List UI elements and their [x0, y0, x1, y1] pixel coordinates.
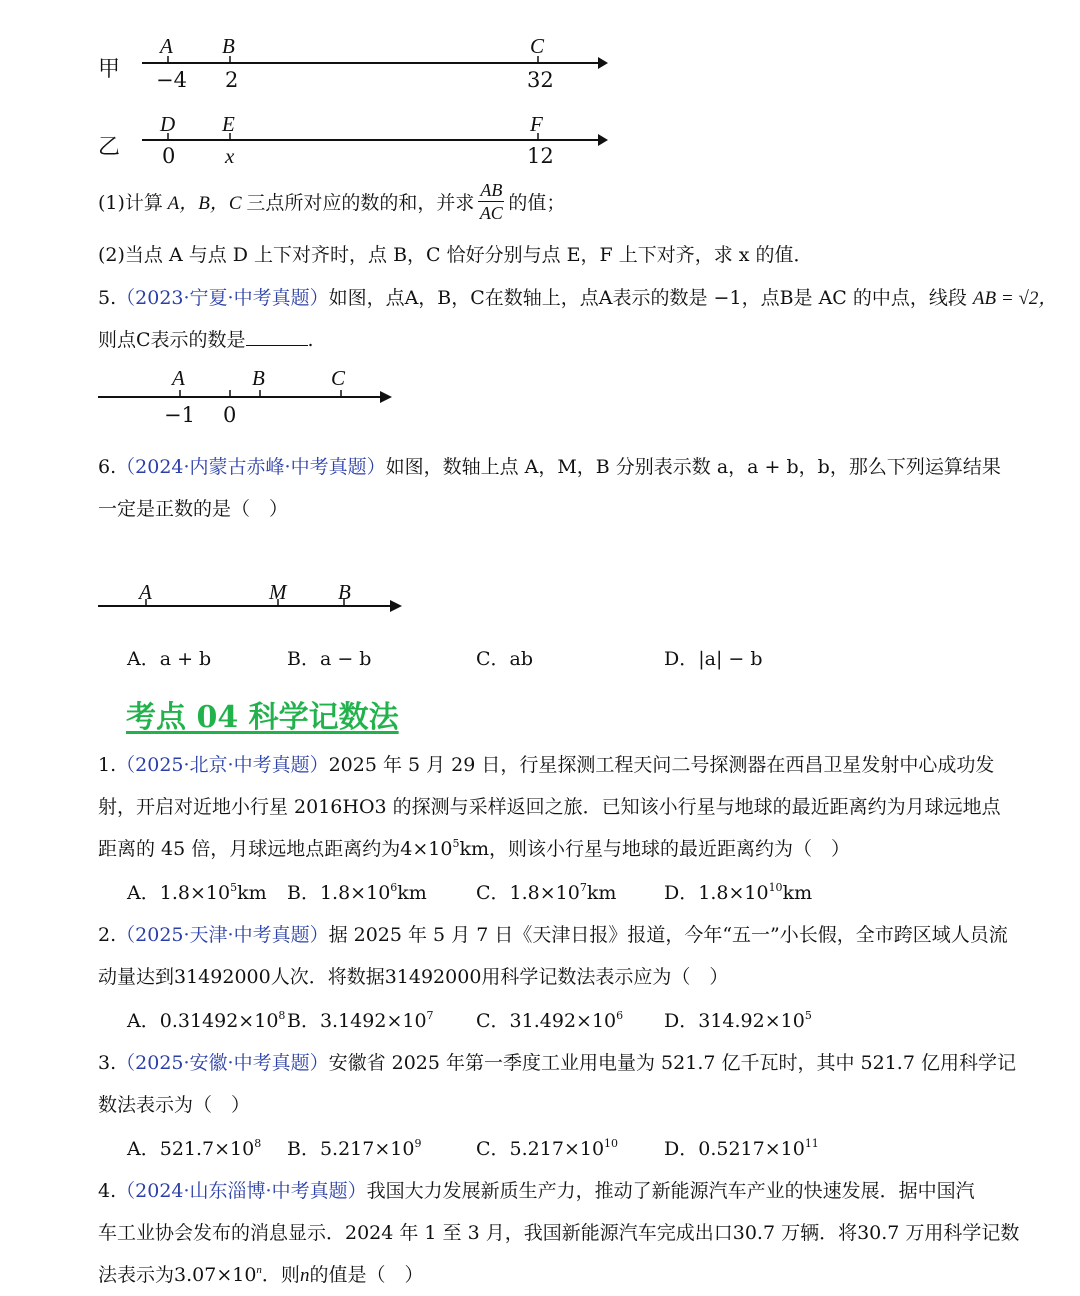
- s1-line-3: [98, 834, 850, 861]
- question-number: 1.: [98, 754, 117, 776]
- q5-tick-minus-1: −1: [164, 403, 195, 427]
- point-value-d: 0: [162, 144, 176, 168]
- s1-option-b[interactable]: B．$1.8\times 10^6km$: [287, 881, 427, 904]
- question-number: 2.: [98, 924, 117, 946]
- point-value-c: 32: [527, 68, 554, 92]
- sentence-end: .: [307, 329, 314, 351]
- point-value-a: −4: [156, 68, 187, 92]
- s1-line-2: 射，开启对近地小行星 2016HO3 的探测与采样返回之旅．已知该小行星与地球的最近距离约为月球远地点: [98, 796, 1001, 818]
- q5-point-b: B: [252, 366, 265, 390]
- point-value-f: 12: [527, 144, 554, 168]
- question-text: ．则: [261, 1264, 300, 1286]
- answer-blank[interactable]: [246, 327, 308, 346]
- s3-line-2: 数法表示为（ ）: [98, 1094, 251, 1116]
- s2-option-d[interactable]: D．$314.92\times 10^5$: [664, 1009, 812, 1032]
- question-source: （2025·北京·中考真题）: [116, 754, 329, 776]
- q5-point-c: C: [331, 366, 346, 390]
- point-label-e: E: [222, 112, 235, 136]
- q6-point-m: M: [269, 580, 287, 604]
- s1-option-d[interactable]: D．$1.8\times 10^{10}km$: [664, 881, 813, 904]
- numberline-q5: [96, 380, 396, 410]
- question-text: 2025 年 5 月 29 日，行星探测工程天问二号探测器在西昌卫星发射中心成功发: [328, 754, 995, 776]
- q6-point-b: B: [338, 580, 351, 604]
- s3-option-b[interactable]: B．$5.217\times 10^9$: [287, 1137, 422, 1160]
- axis-arrow: [598, 134, 608, 146]
- s3-option-d[interactable]: D．$0.5217\times 10^{11}$: [664, 1137, 819, 1160]
- point-value-e: x: [225, 144, 235, 168]
- question-number: 3.: [98, 1052, 117, 1074]
- value-exponent: n: [256, 1264, 262, 1276]
- s3-line-1: [98, 1048, 1016, 1075]
- s2-option-c[interactable]: C．$31.492\times 10^6$: [476, 1009, 624, 1032]
- value-base: 3.07×10: [174, 1264, 257, 1286]
- question-source: （2025·安徽·中考真题）: [116, 1052, 329, 1074]
- fraction-ab-ac: [478, 179, 504, 224]
- s1-option-c[interactable]: C．$1.8\times 10^7km$: [476, 881, 617, 904]
- q5-point-a: A: [172, 366, 185, 390]
- q5-tick-0: 0: [223, 403, 237, 427]
- part1-middle: 三点所对应的数的和，并求: [246, 191, 475, 214]
- s4-line-3: [98, 1260, 423, 1287]
- s1-option-a[interactable]: A．$1.8\times 10^5km$: [127, 881, 267, 904]
- q6-option-a[interactable]: A．a + b: [127, 648, 212, 670]
- question-text: 的值是（ ）: [309, 1264, 424, 1286]
- question-text: 如图，数轴上点 A，M，B 分别表示数 a，a + b，b，那么下列运算结果: [385, 456, 1001, 478]
- part1-prefix: (1)计算: [98, 191, 163, 214]
- s1-line-1: [98, 750, 994, 777]
- question-number: 6.: [98, 456, 117, 478]
- question-text: 法表示为: [98, 1264, 175, 1286]
- s4-line-1: [98, 1176, 975, 1203]
- value-exponent: 5: [452, 837, 460, 850]
- question-text: 距离的 45 倍，月球远地点距离约为: [98, 838, 401, 860]
- question-part-2: (2)当点 A 与点 D 上下对齐时，点 B，C 恰好分别与点 E，F 上下对齐，求 x 的值．: [98, 244, 813, 266]
- question-6-line-1: [98, 452, 1001, 479]
- q6-option-b[interactable]: B．a − b: [287, 648, 372, 670]
- question-text: 我国大力发展新质生产力，推动了新能源汽车产业的快速发展．据中国汽: [366, 1180, 975, 1202]
- q6-point-a: A: [139, 580, 152, 604]
- question-part-1: [98, 178, 565, 224]
- question-text: 安徽省 2025 年第一季度工业用电量为 521.7 亿千瓦时，其中 521.7 亿用科学记: [328, 1052, 1016, 1074]
- point-label-c: C: [530, 34, 545, 58]
- value-base: 4×10: [400, 838, 453, 860]
- question-text: 据 2025 年 5 月 7 日《天津日报》报道，今年“五一”小长假，全市跨区域人员流: [328, 924, 1008, 946]
- s3-option-c[interactable]: C．$5.217\times 10^{10}$: [476, 1137, 619, 1160]
- point-label-b: B: [222, 34, 235, 58]
- q6-option-d[interactable]: D．|a| − b: [664, 648, 763, 670]
- question-source: （2024·内蒙古赤峰·中考真题）: [116, 456, 386, 478]
- axis-arrow: [598, 57, 608, 69]
- point-label-f: F: [530, 112, 543, 136]
- question-text: 则点C表示的数是: [98, 329, 246, 351]
- question-number: 5.: [98, 287, 117, 309]
- question-source: （2025·天津·中考真题）: [116, 924, 329, 946]
- point-label-d: D: [160, 112, 176, 136]
- s4-line-2: 车工业协会发布的消息显示．2024 年 1 至 3 月，我国新能源汽车完成出口30.7 万辆．将30.7 万用科学记数: [98, 1222, 1020, 1244]
- axis-arrow: [380, 391, 392, 403]
- s2-option-b[interactable]: B．$3.1492\times 10^7$: [287, 1009, 434, 1032]
- question-5-line-2: [98, 325, 314, 352]
- fraction-denominator: AC: [479, 202, 503, 223]
- point-value-b: 2: [225, 68, 239, 92]
- question-source: （2024·山东淄博·中考真题）: [116, 1180, 367, 1202]
- s2-line-1: [98, 920, 1008, 947]
- question-source: （2023·宁夏·中考真题）: [116, 287, 329, 309]
- question-number: 4.: [98, 1180, 117, 1202]
- s2-line-2: 动量达到31492000人次．将数据31492000用科学记数法表示应为（ ）: [98, 966, 729, 988]
- row-label-yi: 乙: [98, 135, 121, 160]
- point-label-a: A: [160, 34, 173, 58]
- row-label-jia: 甲: [98, 57, 121, 82]
- s3-option-a[interactable]: A．$521.7\times 10^8$: [127, 1137, 262, 1160]
- variable-n: n: [299, 1265, 310, 1286]
- question-6-line-2: 一定是正数的是（ ）: [98, 498, 289, 520]
- axis-arrow: [390, 600, 402, 612]
- question-5-line-1: [98, 283, 1057, 310]
- question-text: km，则该小行星与地球的最近距离约为（ ）: [459, 838, 850, 860]
- segment-ab-value: AB = √2，: [972, 288, 1058, 309]
- part1-end: 的值；: [508, 191, 566, 214]
- part1-points: A，B，C: [162, 192, 247, 214]
- fraction-numerator: AB: [480, 179, 503, 200]
- s2-option-a[interactable]: A．$0.31492\times 10^8$: [127, 1009, 286, 1032]
- question-text: 如图，点A，B，C在数轴上，点A表示的数是 −1，点B是 AC 的中点，线段: [328, 287, 967, 309]
- q6-option-c[interactable]: C．ab: [476, 648, 534, 670]
- section-heading: 考点 04 科学记数法: [126, 700, 399, 735]
